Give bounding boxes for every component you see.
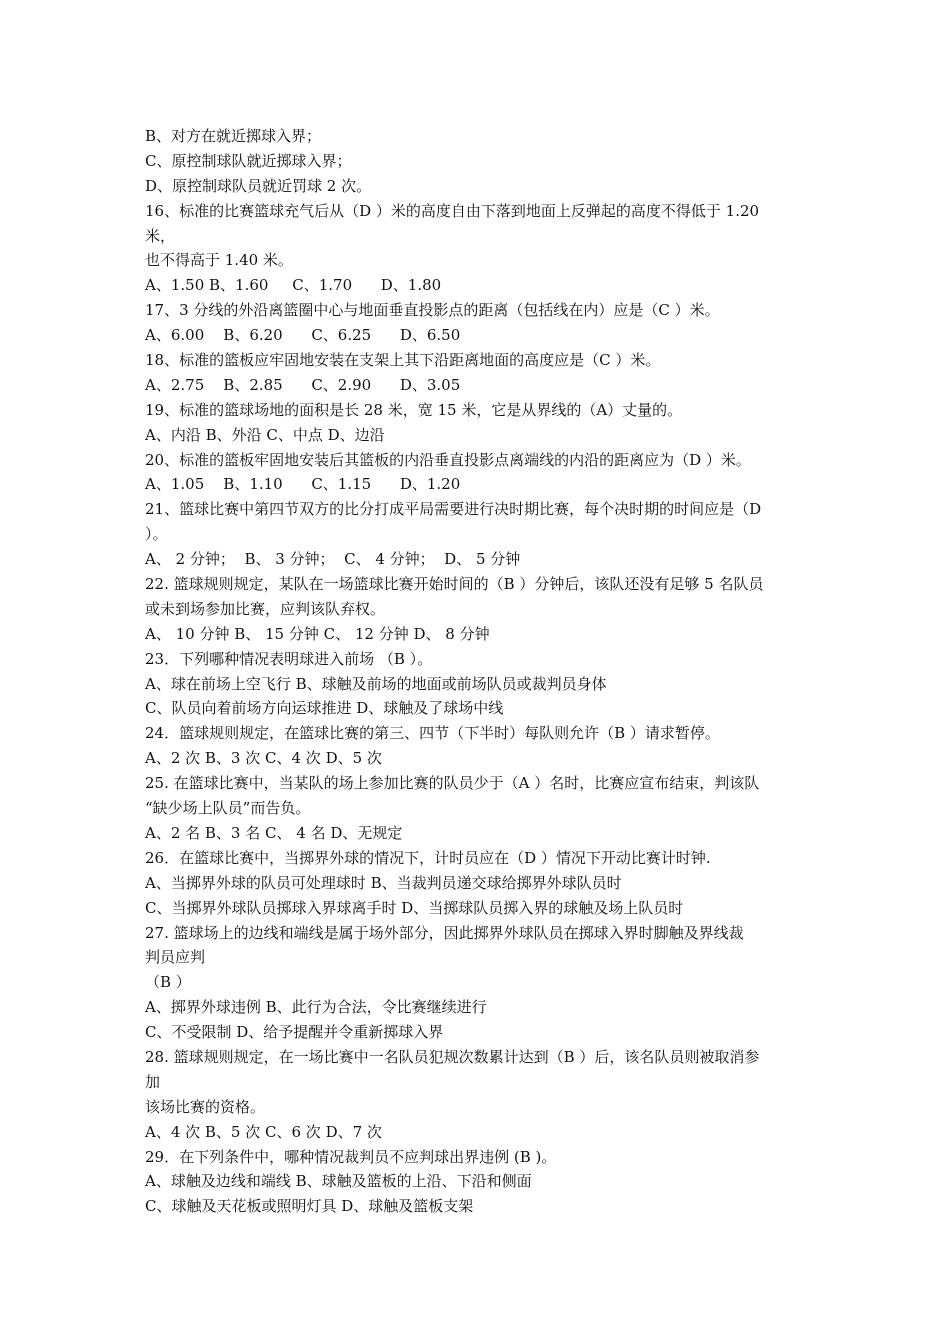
text-line: 24．篮球规则规定，在篮球比赛的第三、四节（下半时）每队则允许（B ）请求暂停。 [145,724,720,743]
text-line: A、当掷界外球的队员可处理球时 B、当裁判员递交球给掷界外球队员时 [145,873,622,892]
text-line: 该场比赛的资格。 [145,1097,266,1116]
text-line: A、2 名 B、3 名 C、 4 名 D、无规定 [145,823,403,842]
text-line: C、队员向着前场方向运球推进 D、球触及了球场中线 [145,699,504,718]
text-line: 判员应判 [145,948,206,967]
text-line: A、掷界外球违例 B、此行为合法，令比赛继续进行 [145,998,487,1017]
text-line: ）。 [145,525,168,544]
text-line: 22. 篮球规则规定，某队在一场篮球比赛开始时间的（B ）分钟后，该队还没有足够 5 名队员 [145,575,764,594]
text-line: 米， [145,226,176,245]
text-line: 28. 篮球规则规定，在一场比赛中一名队员犯规次数累计达到（B ）后，该名队员则被取消参 [145,1047,760,1066]
text-line: 16、标准的比赛篮球充气后从（D ）米的高度自由下落到地面上反弹起的高度不得低于 1.20 [145,201,760,220]
text-line: A、 2 分钟； B、 3 分钟； C、 4 分钟； D、 5 分钟 [145,550,521,569]
text-line: （B ） [145,973,191,992]
text-line: 26．在篮球比赛中，当掷界外球的情况下，计时员应在（D ）情况下开动比赛计时钟. [145,848,711,867]
text-line: C、球触及天花板或照明灯具 D、球触及篮板支架 [145,1197,474,1216]
text-line: 25. 在篮球比赛中，当某队的场上参加比赛的队员少于（A ）名时，比赛应宣布结束，判该队 [145,774,760,793]
text-line: A、2 次 B、3 次 C、4 次 D、5 次 [145,749,382,768]
text-line: C、当掷界外球队员掷球入界球离手时 D、当掷球队员掷入界的球触及场上队员时 [145,898,684,917]
text-line: 27. 篮球场上的边线和端线是属于场外部分，因此掷界外球队员在掷球入界时脚触及界线裁 [145,923,744,942]
text-line: A、内沿 B、外沿 C、中点 D、边沿 [145,425,385,444]
text-line: A、球触及边线和端线 B、球触及篮板的上沿、下沿和侧面 [145,1172,532,1191]
text-line: 也不得高于 1.40 米。 [145,251,293,270]
text-line: 23．下列哪种情况表明球进入前场 （B ）。 [145,649,433,668]
text-line: C、不受限制 D、给予提醒并令重新掷球入界 [145,1023,444,1042]
text-line: A、6.00 B、6.20 C、6.25 D、6.50 [145,326,461,345]
text-line: 或未到场参加比赛，应判该队弃权。 [145,599,386,618]
text-line: A、2.75 B、2.85 C、2.90 D、3.05 [145,375,461,394]
text-line: 29．在下列条件中，哪种情况裁判员不应判球出界违例 (B )。 [145,1147,557,1166]
text-line: A、1.50 B、1.60 C、1.70 D、1.80 [145,276,442,295]
text-line: 19、标准的篮球场地的面积是长 28 米，宽 15 米，它是从界线的（A）丈量的。 [145,400,683,419]
text-line: A、 10 分钟 B、 15 分钟 C、 12 分钟 D、 8 分钟 [145,624,490,643]
text-line: 加 [145,1072,161,1091]
text-line: 20、标准的篮板牢固地安装后其篮板的内沿垂直投影点离端线的内沿的距离应为（D ）米。 [145,450,751,469]
text-line: “缺少场上队员”而告负。 [145,799,311,818]
text-line: A、4 次 B、5 次 C、6 次 D、7 次 [145,1122,382,1141]
text-line: D、原控制球队员就近罚球 2 次。 [145,176,372,195]
text-line: 17、3 分线的外沿离篮圈中心与地面垂直投影点的距离（包括线在内）应是（C ）米。 [145,301,720,320]
text-line: A、1.05 B、1.10 C、1.15 D、1.20 [145,475,461,494]
text-line: B、对方在就近掷球入界； [145,127,322,145]
text-line: A、球在前场上空飞行 B、球触及前场的地面或前场队员或裁判员身体 [145,674,607,693]
document-body [145,124,815,1219]
text-line: 21、篮球比赛中第四节双方的比分打成平局需要进行决时期比赛，每个决时期的时间应是（D [145,500,762,519]
text-line: C、原控制球队就近掷球入界； [145,151,352,170]
text-line: 18、标准的篮板应牢固地安装在支架上其下沿距离地面的高度应是（C ）米。 [145,351,661,370]
